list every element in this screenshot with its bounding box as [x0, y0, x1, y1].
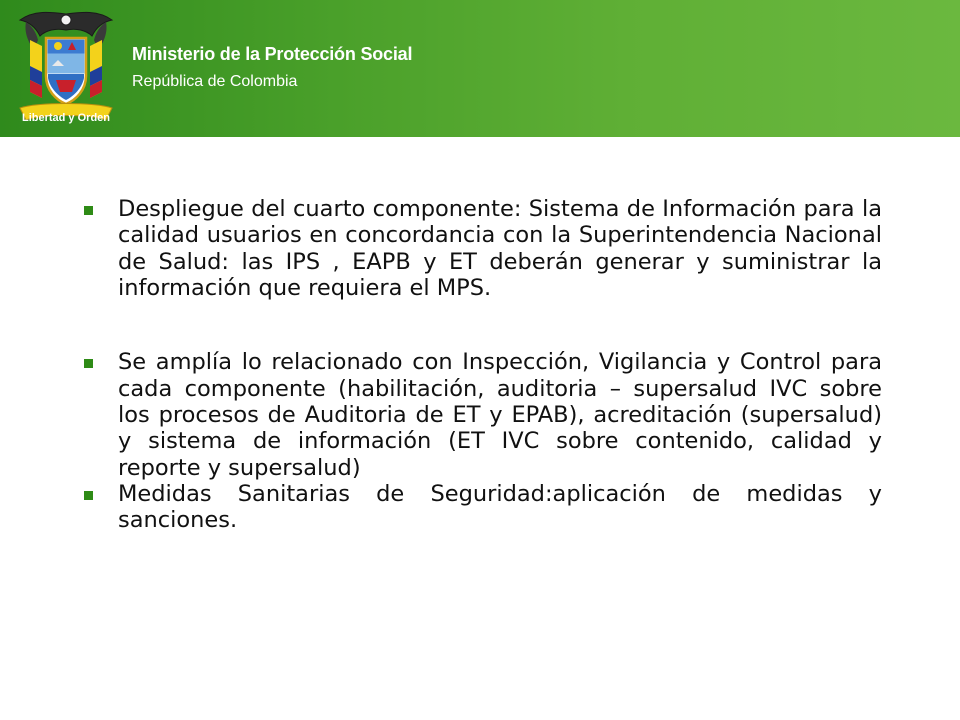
- crest-motto: [18, 106, 114, 128]
- bullet-square-icon: [84, 206, 93, 215]
- bullet-square-icon: [84, 359, 93, 368]
- list-item-text: Se amplía lo relacionado con Inspección, Vigilancia y Control para cada componente (habilitación, auditoria – supersalud IVC sobre los procesos de Auditoria de ET y EPAB), acreditación (supersalud) y sistema de información (ET IVC sobre contenido, calidad y reporte y supersalud): [118, 349, 882, 481]
- list-item: [80, 481, 882, 534]
- list-item: [80, 349, 882, 481]
- crest-motto-text: Libertad y Orden: [21, 112, 111, 124]
- list-item-text: Despliegue del cuarto componente: Sistema de Información para la calidad usuarios en concordancia con la Superintendencia Nacional de Salud: las IPS , EAPB y ET deberán generar y suministrar la información que requiera el MPS.: [118, 196, 882, 301]
- header-band: [0, 0, 960, 137]
- list-item: [80, 196, 882, 301]
- country-name: República de Colombia: [132, 73, 298, 90]
- bullet-square-icon: [84, 491, 93, 500]
- list-item-text: Medidas Sanitarias de Seguridad:aplicación de medidas y sanciones.: [118, 480, 882, 534]
- organization-name: Ministerio de la Protección Social: [132, 44, 413, 64]
- slide-body: [80, 196, 882, 533]
